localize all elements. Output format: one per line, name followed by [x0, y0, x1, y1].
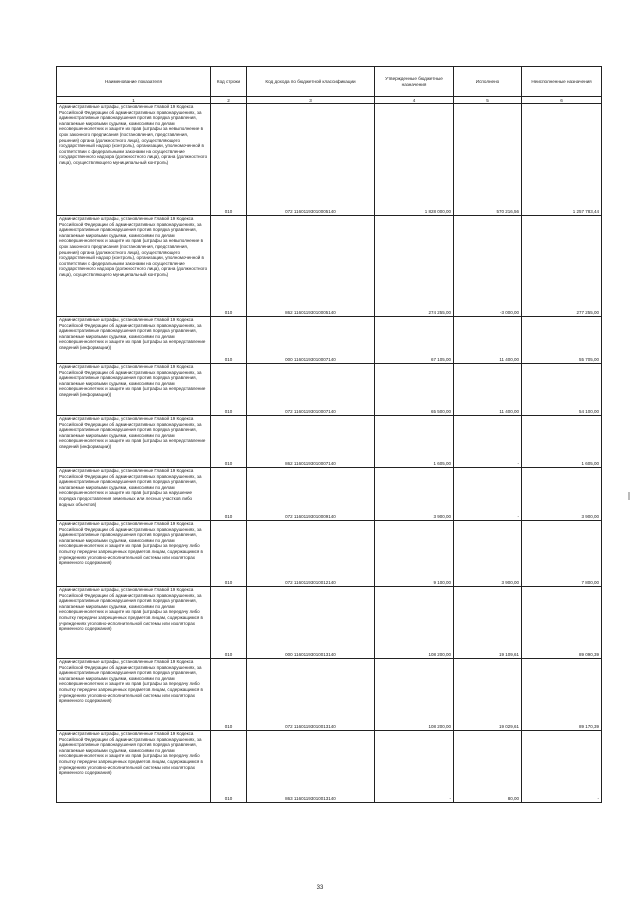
scan-artifact [628, 492, 630, 500]
row-executed: 19 109,61 [454, 587, 522, 659]
column-number: 6 [522, 97, 602, 104]
row-income-code: 862 11601193010007140 [247, 416, 375, 468]
row-executed: 11 400,00 [454, 364, 522, 416]
header-unexecuted: Неисполненные назначения [522, 67, 602, 97]
column-number: 5 [454, 97, 522, 104]
row-executed: 3 900,00 [454, 521, 522, 587]
row-executed: 570 216,56 [454, 104, 522, 216]
row-income-code: 000 11601193010013140 [247, 587, 375, 659]
row-executed: 80,00 [454, 731, 522, 803]
row-income-code: 072 11601193010009140 [247, 468, 375, 521]
table-row [57, 104, 602, 216]
row-executed: 19 029,61 [454, 659, 522, 731]
row-approved: 274 255,00 [375, 216, 454, 317]
row-executed: -3 000,00 [454, 216, 522, 317]
row-income-code: 000 11601193010007140 [247, 317, 375, 364]
row-income-code: 072 11601193010012140 [247, 521, 375, 587]
row-name: Административные штрафы, установленные Главой 19 Кодекса Российской Федерации об административных правонарушениях, за административные правонарушения против порядка управления, налагаемые мировыми судьями, комиссиями по делам несовершеннолетних и защите их прав (штрафы за невыполнение в срок законного предписания (постановления, представления, решения) органа (должностного лица), осуществляющего государственный надзор (контроль), организации, уполномоченной в соответствии с федеральными законами на осуществление государственного надзора (должностного лица), органа (должностного лица), осуществляющего муниципальный контроль) [57, 104, 211, 216]
row-unexecuted: 55 705,00 [522, 317, 602, 364]
row-unexecuted: 1 605,00 [522, 416, 602, 468]
row-line-code: 010 [211, 364, 247, 416]
row-unexecuted: 3 900,00 [522, 468, 602, 521]
column-number-row [57, 97, 602, 104]
row-name: Административные штрафы, установленные Главой 19 Кодекса Российской Федерации об административных правонарушениях, за административные правонарушения против порядка управления, налагаемые мировыми судьями, комиссиями по делам несовершеннолетних и защите их прав (штрафы за передачу либо попытку передачи запрещенных предметов лицам, содержащимся в учреждениях уголовно-исполнительной системы или изоляторах временного содержания) [57, 521, 211, 587]
column-number: 3 [247, 97, 375, 104]
row-line-code: 010 [211, 317, 247, 364]
table-row [57, 468, 602, 521]
row-line-code: 010 [211, 659, 247, 731]
header-executed: Исполнено [454, 67, 522, 97]
table-row [57, 731, 602, 803]
row-approved: 65 500,00 [375, 364, 454, 416]
column-number: 4 [375, 97, 454, 104]
row-income-code: 072 11601193010013140 [247, 659, 375, 731]
row-unexecuted: 54 100,00 [522, 364, 602, 416]
column-number: 1 [57, 97, 211, 104]
row-name: Административные штрафы, установленные Главой 19 Кодекса Российской Федерации об административных правонарушениях, за административные правонарушения против порядка управления, налагаемые мировыми судьями, комиссиями по делам несовершеннолетних и защите их прав (штрафы за непредставление сведений (информации)) [57, 364, 211, 416]
row-line-code: 010 [211, 468, 247, 521]
table-row [57, 364, 602, 416]
header-approved: Утвержденные бюджетные назначения [375, 67, 454, 97]
row-executed: 11 400,00 [454, 317, 522, 364]
row-approved: 108 200,00 [375, 659, 454, 731]
row-executed: - [454, 468, 522, 521]
page-number: 33 [316, 885, 324, 891]
row-line-code: 010 [211, 104, 247, 216]
table-row [57, 587, 602, 659]
row-unexecuted: - [522, 731, 602, 803]
row-line-code: 010 [211, 521, 247, 587]
row-approved: 108 200,00 [375, 587, 454, 659]
table-header-row [57, 67, 602, 97]
row-approved: 67 105,00 [375, 317, 454, 364]
row-income-code: 863 11601193010013140 [247, 731, 375, 803]
table-row [57, 216, 602, 317]
row-name: Административные штрафы, установленные Главой 19 Кодекса Российской Федерации об административных правонарушениях, за административные правонарушения против порядка управления, налагаемые мировыми судьями, комиссиями по делам несовершеннолетних и защите их прав (штрафы за передачу либо попытку передачи запрещенных предметов лицам, содержащимся в учреждениях уголовно-исполнительной системы или изоляторах временного содержания) [57, 659, 211, 731]
row-approved: - [375, 731, 454, 803]
row-executed: - [454, 416, 522, 468]
row-approved: 9 100,00 [375, 521, 454, 587]
row-approved: 1 605,00 [375, 416, 454, 468]
header-name: Наименование показателя [57, 67, 211, 97]
table-row [57, 416, 602, 468]
row-line-code: 010 [211, 216, 247, 317]
row-income-code: 072 11601193010005140 [247, 104, 375, 216]
row-unexecuted: 1 257 783,44 [522, 104, 602, 216]
column-number: 2 [211, 97, 247, 104]
row-approved: 1 828 000,00 [375, 104, 454, 216]
row-income-code: 072 11601193010007140 [247, 364, 375, 416]
row-unexecuted: 89 170,39 [522, 659, 602, 731]
row-name: Административные штрафы, установленные Главой 19 Кодекса Российской Федерации об административных правонарушениях, за административные правонарушения против порядка управления, налагаемые мировыми судьями, комиссиями по делам несовершеннолетних и защите их прав (штрафы за передачу либо попытку передачи запрещенных предметов лицам, содержащимся в учреждениях уголовно-исполнительной системы или изоляторах временного содержания) [57, 587, 211, 659]
table-row [57, 521, 602, 587]
table-row [57, 659, 602, 731]
row-name: Административные штрафы, установленные Главой 19 Кодекса Российской Федерации об административных правонарушениях, за административные правонарушения против порядка управления, налагаемые мировыми судьями, комиссиями по делам несовершеннолетних и защите их прав (штрафы за непредставление сведений (информации)) [57, 416, 211, 468]
row-unexecuted: 89 090,39 [522, 587, 602, 659]
row-approved: 3 900,00 [375, 468, 454, 521]
row-name: Административные штрафы, установленные Главой 19 Кодекса Российской Федерации об административных правонарушениях, за административные правонарушения против порядка управления, налагаемые мировыми судьями, комиссиями по делам несовершеннолетних и защите их прав (штрафы за невыполнение в срок законного предписания (постановления, представления, решения) органа (должностного лица), осуществляющего государственный надзор (контроль), организации, уполномоченной в соответствии с федеральными законами на осуществление государственного надзора (должностного лица), органа (должностного лица), осуществляющего муниципальный контроль) [57, 216, 211, 317]
row-unexecuted: 277 255,00 [522, 216, 602, 317]
header-line-code: Код строки [211, 67, 247, 97]
row-name: Административные штрафы, установленные Главой 19 Кодекса Российской Федерации об административных правонарушениях, за административные правонарушения против порядка управления, налагаемые мировыми судьями, комиссиями по делам несовершеннолетних и защите их прав (штрафы за нарушение порядка предоставления земельных или лесных участков либо водных объектов) [57, 468, 211, 521]
row-unexecuted: 7 800,00 [522, 521, 602, 587]
row-line-code: 010 [211, 731, 247, 803]
row-name: Административные штрафы, установленные Главой 19 Кодекса Российской Федерации об административных правонарушениях, за административные правонарушения против порядка управления, налагаемые мировыми судьями, комиссиями по делам несовершеннолетних и защите их прав (штрафы за передачу либо попытку передачи запрещенных предметов лицам, содержащимся в учреждениях уголовно-исполнительной системы или изоляторах временного содержания) [57, 731, 211, 803]
income-execution-table [56, 66, 602, 803]
row-line-code: 010 [211, 416, 247, 468]
row-income-code: 862 11601193010005140 [247, 216, 375, 317]
header-income-code: Код дохода по бюджетной классификации [247, 67, 375, 97]
table-row [57, 317, 602, 364]
row-name: Административные штрафы, установленные Главой 19 Кодекса Российской Федерации об административных правонарушениях, за административные правонарушения против порядка управления, налагаемые мировыми судьями, комиссиями по делам несовершеннолетних и защите их прав (штрафы за непредставление сведений (информации)) [57, 317, 211, 364]
row-line-code: 010 [211, 587, 247, 659]
